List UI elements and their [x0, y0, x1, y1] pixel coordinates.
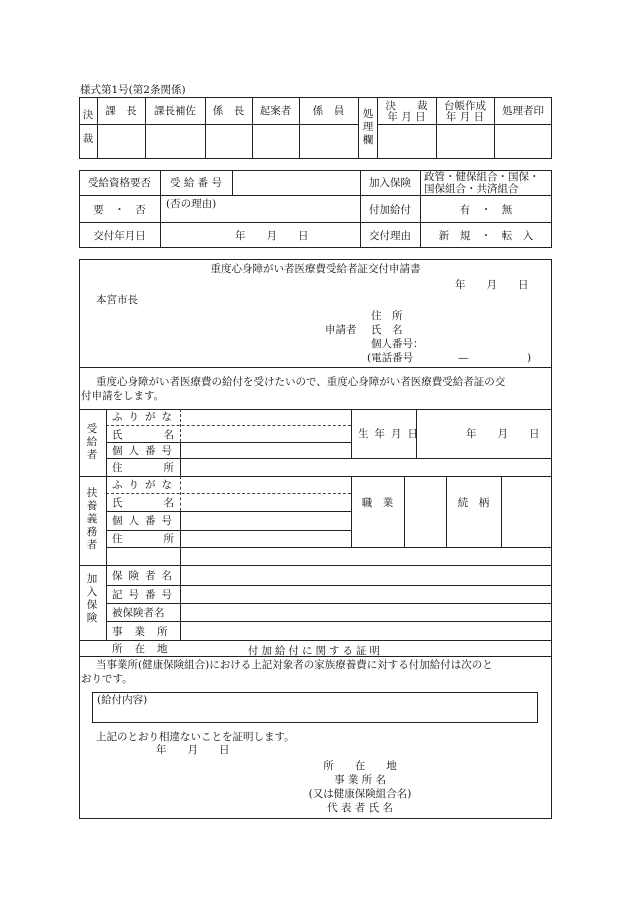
hi-riyu-label: (否の理由): [166, 198, 217, 210]
certificate-title: 付加給付に関する証明: [248, 645, 383, 657]
guardian-zokugara-label: 続 柄: [457, 497, 490, 509]
guardian-furigana-label: ふりがな: [112, 479, 178, 491]
kessai-date-bottom: 年 月 日: [387, 111, 426, 123]
fuka-label: 付加給付: [369, 204, 411, 216]
kanyu-value-1: 政管・健保組合・国保・: [424, 171, 540, 183]
insurance-hokensha-label: 保険者名: [112, 570, 178, 582]
kessai-date-top: 決 裁: [385, 100, 428, 112]
recipient-kojin-label: 個人番号: [112, 445, 178, 457]
bango-label: 受 給 番 号: [169, 177, 222, 189]
shori-label: 処理欄: [362, 108, 374, 146]
applicant-denwa-label: (電話番号: [367, 352, 414, 364]
kessai-label: 決裁: [82, 109, 94, 145]
daicho-bottom: 年 月 日: [445, 111, 485, 123]
addressee: 本宮市長: [96, 294, 138, 306]
recipient-jusho-text: 住所: [112, 462, 215, 474]
certificate-line1: 当事業所(健康保険組合)における上記対象者の家族療養費に対する付加給付は次のと: [96, 659, 493, 671]
certificate-kenpo: (又は健康保険組合名): [308, 788, 412, 800]
application-title: 重度心身障がい者医療費受給者証交付申請書: [210, 263, 421, 275]
recipient-furigana-label: ふりがな: [112, 411, 178, 423]
applicant-denwa-close: ): [527, 352, 532, 364]
applicant-shimei-label: 氏 名: [371, 324, 403, 336]
guardian-shimei-label: [112, 497, 215, 509]
guardian-kojin-label: 個人番号: [112, 515, 178, 527]
hosa-header: 課長補佐: [154, 105, 196, 117]
certificate-jigyosho-mei: 事 業 所 名: [333, 774, 386, 786]
shorisha-header: 処理者印: [502, 105, 544, 117]
application-date: 年 月 日: [455, 279, 529, 291]
body-text-line2: 付申請をします。: [81, 390, 165, 402]
guardian-label: 扶養義務者: [86, 487, 98, 551]
kofu-date-label: 交付年月日: [93, 230, 146, 242]
kanyu-label: 加入保険: [369, 177, 411, 189]
body-text-line1: 重度心身障がい者医療費の給付を受けたいので、重度心身障がい者医療費受給者証の交: [96, 376, 506, 388]
kian-header: 起案者: [259, 105, 292, 117]
kakaricho-header: 係 長: [212, 105, 245, 117]
guardian-shimei-text: 氏名: [112, 497, 215, 509]
recipient-birth-value: 年 月 日: [466, 428, 540, 440]
recipient-shimei-text: 氏名: [112, 429, 215, 441]
applicant-denwa-dash: —: [458, 352, 469, 364]
insurance-shozaichi-label: 所在地: [112, 643, 180, 655]
guardian-shokugyo-label: 職 業: [361, 497, 394, 509]
applicant-label: 申請者: [325, 324, 357, 336]
kanyu-value-2: 国保組合・共済組合: [424, 183, 519, 195]
recipient-shimei-label: [112, 429, 215, 441]
certificate-line2: おりです。: [81, 673, 133, 685]
recipient-label: 受給者: [86, 423, 98, 461]
benefit-content-label: (給付内容): [97, 694, 148, 706]
kofu-date-value: 年 月 日: [235, 230, 309, 242]
benefit-content-field[interactable]: [92, 692, 538, 723]
form-number: 様式第1号(第2条関係): [80, 84, 186, 96]
daicho-top: 台帳作成: [444, 100, 486, 112]
recipient-seinen-label: 生年月日: [358, 428, 424, 440]
insurance-jigyosho-label: 事業所: [112, 626, 180, 638]
kacho-header: 課 長: [105, 105, 137, 117]
insurance-hihokensha-label: 被保険者名: [112, 607, 165, 619]
certificate-date: 年 月 日: [156, 744, 230, 756]
certificate-shozaichi: 所 在 地: [323, 760, 397, 772]
fuka-value: 有 ・ 無: [459, 204, 513, 216]
kofu-riyu-value: 新 規 ・ 転 入: [438, 230, 534, 242]
certificate-attest: 上記のとおり相違ないことを証明します。: [96, 731, 295, 743]
insurance-label: 加入保険: [86, 573, 98, 624]
recipient-jusho-label: [112, 462, 215, 474]
yohi-value: 要 ・ 否: [93, 204, 146, 216]
insurance-kigo-label: 記号番号: [112, 589, 178, 601]
yoken-label: 受給資格要否: [88, 177, 151, 189]
applicant-kojin-label: 個人番号：: [371, 338, 424, 350]
guardian-jusho-text: 住所: [112, 533, 215, 545]
applicant-jusho-label: 住 所: [371, 310, 403, 322]
kofu-riyu-label: 交付理由: [369, 230, 411, 242]
kakariin-header: 係 員: [312, 105, 345, 117]
guardian-jusho-label: [112, 533, 215, 545]
certificate-daihyo: 代 表 者 氏 名: [327, 802, 393, 814]
